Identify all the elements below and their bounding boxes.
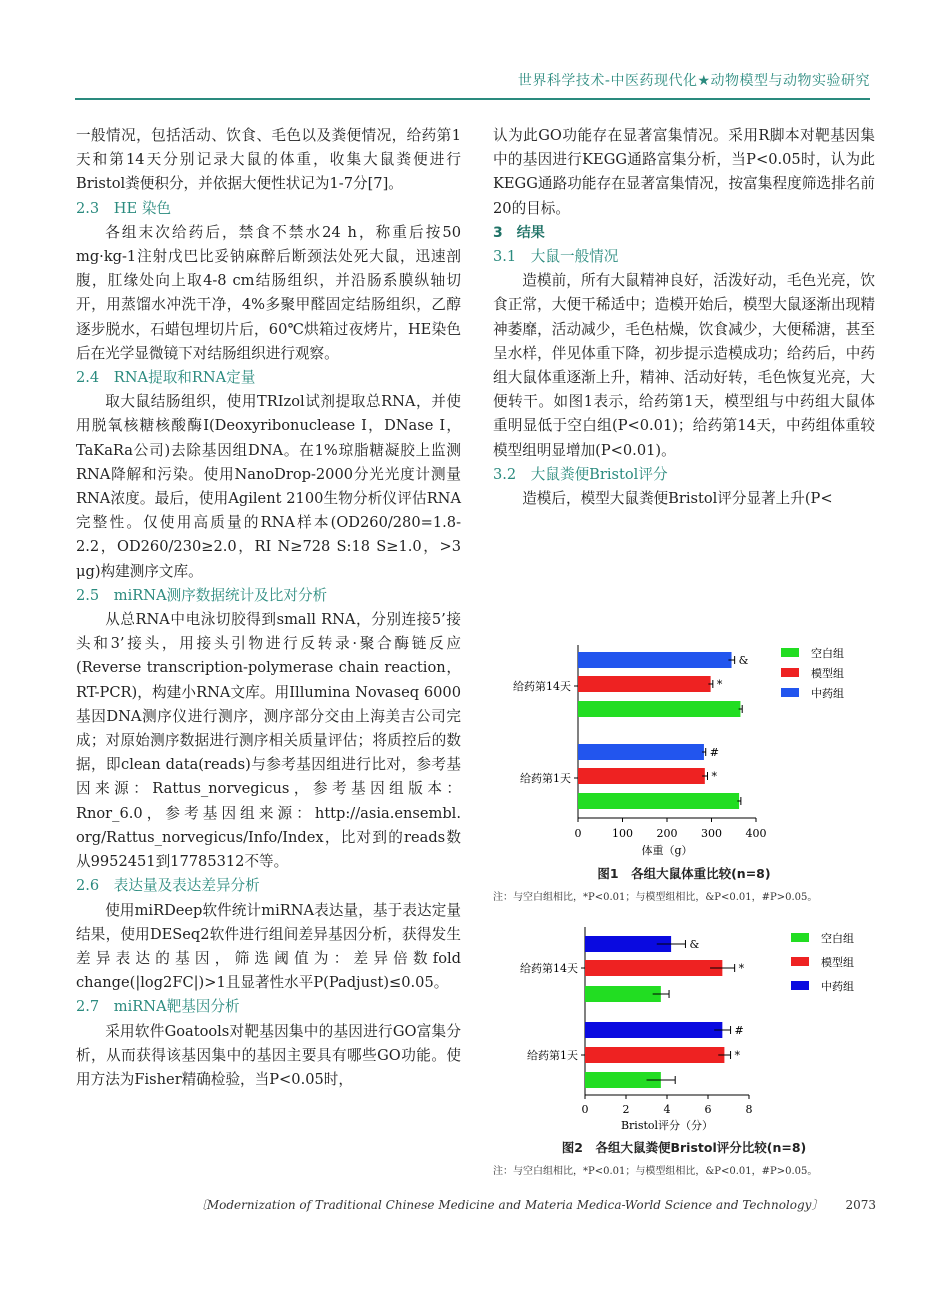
legend-label: 模型组 [821,956,854,969]
category-label: 给药第14天 [520,962,578,975]
significance-mark: & [738,654,749,667]
significance-mark: & [689,938,700,951]
section-heading-2-5: 2.5 miRNA测序数据统计及比对分析 [76,586,328,604]
chart-plot [520,927,854,1132]
paragraph: 造模前，所有大鼠精神良好，活泼好动，毛色光亮，饮食正常，大便干稀适中；造模开始后，模型大鼠逐渐出现精神萎靡，活动减少，毛色枯燥，饮食减少，大便稀溏，甚至呈水样，伴见体重下降，初步提示造模成功；给药后，中药组大鼠体重逐渐上升，精神、活动好转，毛色恢复光亮，大便转干。如图1表示，给药第1天，模型组与中药组大鼠体重明显低于空白组(P<0.01)；给药第14天，中药组体重较模型组明显增加(P<0.01)。 [493,272,875,459]
paragraph: 一般情况，包括活动、饮食、毛色以及粪便情况，给药第1天和第14天分别记录大鼠的体重，收集大鼠粪便进行Bristol粪便积分，并依据大便性状记为1-7分[7]。 [76,127,461,193]
significance-mark: * [738,962,745,975]
x-axis-label: Bristol评分（分） [620,1119,714,1132]
section-heading-3: 3 结果 [493,224,545,241]
x-tick-label: 100 [612,827,633,840]
bar [585,1022,722,1038]
x-axis-label: 体重（g） [641,844,693,857]
legend-swatch [781,668,799,677]
bar [578,793,739,809]
figure-1 [493,640,873,864]
right-column [493,124,875,511]
bar [585,960,722,976]
journal-header: 世界科学技术-中医药现代化★动物模型与动物实验研究 [517,73,870,89]
legend-swatch [781,648,799,657]
paragraph: 从总RNA中电泳切胶得到small RNA，分别连接5’接头和3’接头，用接头引物进行反转录·聚合酶链反应(Reverse transcription-polymerase chain reaction，RT-PCR)，构建小RNA文库。用Illumina Novaseq 6000基因DNA测序仪进行测序，测序部分交由上海美吉公司完成；对原始测序数据进行测序相关质量评估；将质控后的数据，即clean data(reads)与参考基因组进行比对，参考基因来源：Rattus_norvegicus，参考基因组版本：Rnor_6.0，参考基因组来源：http://asia.ensembl. org/Rattus_norvegicus/Info/Index，比对到的reads数从9952451到17785312不等。 [76,611,461,871]
bristol-score-chart [493,922,873,1132]
legend-label: 空白组 [821,932,854,945]
bar [578,744,704,760]
x-tick-label: 8 [745,1103,753,1116]
category-label: 给药第1天 [527,1049,578,1062]
x-tick-label: 4 [663,1103,671,1116]
significance-mark: # [734,1024,744,1037]
figure-1-note: 注：与空白组相比，*P<0.01；与模型组相比，&P<0.01，#P>0.05。 [493,892,818,903]
x-tick-label: 6 [704,1103,712,1116]
x-tick-label: 200 [656,827,678,840]
category-label: 给药第14天 [513,680,571,693]
x-tick-label: 0 [581,1103,589,1116]
bar [578,768,705,784]
header-rule [75,98,870,100]
significance-mark: * [716,678,723,691]
figure-1-caption: 图1 各组大鼠体重比较(n=8) [597,866,771,881]
x-tick-label: 2 [622,1103,630,1116]
legend-label: 中药组 [811,687,844,700]
section-heading-2-3: 2.3 HE 染色 [76,199,172,217]
section-heading-2-4: 2.4 RNA提取和RNA定量 [76,369,256,387]
section-heading-3-2: 3.2 大鼠粪便Bristol评分 [493,465,668,483]
bar [585,1047,724,1063]
page-footer [0,1196,876,1213]
paragraph: 各组末次给药后，禁食不禁水24 h，称重后按50 mg·kg-1注射戊巴比妥钠麻醉后断颈法处死大鼠，迅速剖腹，肛缘处向上取4-8 cm结肠组织，并沿肠系膜纵轴切开，用蒸馏水冲洗干净，4%多聚甲醛固定结肠组织，乙醇逐步脱水，石蜡包埋切片后，60℃烘箱过夜烤片，HE染色后在光学显微镜下对结肠组织进行观察。 [76,223,461,362]
x-tick-label: 400 [745,827,767,840]
section-heading-2-7: 2.7 miRNA靶基因分析 [76,998,240,1016]
left-column [76,124,461,1092]
paragraph: 使用miRDeep软件统计miRNA表达量，基于表达定量结果，使用DESeq2软件进行组间差异基因分析，获得发生差异表达的基因，筛选阈值为：差异倍数fold change(|log2FC|)>1且显著性水平P(Padjust)≤0.05。 [76,901,461,992]
significance-mark: * [711,770,717,783]
legend-label: 空白组 [811,647,844,660]
figure-2-note: 注：与空白组相比，*P<0.01；与模型组相比，&P<0.01，#P>0.05。 [493,1166,818,1177]
significance-mark: # [709,746,719,759]
paragraph: 采用软件Goatools对靶基因集中的基因进行GO富集分析，从而获得该基因集中的基因主要具有哪些GO功能。使用方法为Fisher精确检验，当P<0.05时， [76,1022,461,1088]
figure-2-caption: 图2 各组大鼠粪便Bristol评分比较(n=8) [561,1140,807,1155]
legend-swatch [791,957,809,966]
legend-label: 模型组 [811,667,844,680]
x-tick-label: 0 [574,827,582,840]
legend-swatch [791,981,809,990]
category-label: 给药第1天 [520,772,571,785]
bar [585,986,661,1002]
paragraph: 取大鼠结肠组织，使用TRIzol试剂提取总RNA，并使用脱氧核糖核酸酶I(Deoxyribonuclease I，DNase I，TaKaRa公司)去除基因组DNA。在1%琼脂糖凝胶上监测RNA降解和污染。使用NanoDrop-2000分光光度计测量RNA浓度。最后，使用Agilent 2100生物分析仪评估RNA完整性。仅使用高质量的RNA样本(OD260/280=1.8-2.2，OD260/230≥2.0，RI N≥728 S:18 S≥1.0，>3 μg)构建测序文库。 [76,393,461,580]
x-tick-label: 300 [701,827,722,840]
section-heading-2-6: 2.6 表达量及表达差异分析 [76,877,260,895]
legend-label: 中药组 [821,980,854,993]
legend-swatch [781,688,799,697]
bar [578,676,711,692]
paragraph: 造模后，模型大鼠粪便Bristol评分显著上升(P< [522,490,833,508]
figure-2 [493,922,873,1136]
body-weight-chart [493,640,873,860]
paragraph: 认为此GO功能存在显著富集情况。采用R脚本对靶基因集中的基因进行KEGG通路富集分析，当P<0.05时，认为此KEGG通路功能存在显著富集情况，按富集程度筛选排名前20的目标。 [493,127,875,217]
section-heading-3-1: 3.1 大鼠一般情况 [493,248,619,266]
page-number: 2073 [845,1198,876,1212]
significance-mark: * [734,1049,741,1062]
chart-plot [513,645,844,857]
footer-journal: 〔Modernization of Traditional Chinese Medicine and Materia Medica-World Science and Technology〕 [194,1198,824,1212]
bar [578,701,740,717]
legend-swatch [791,933,809,942]
bar [578,652,732,668]
